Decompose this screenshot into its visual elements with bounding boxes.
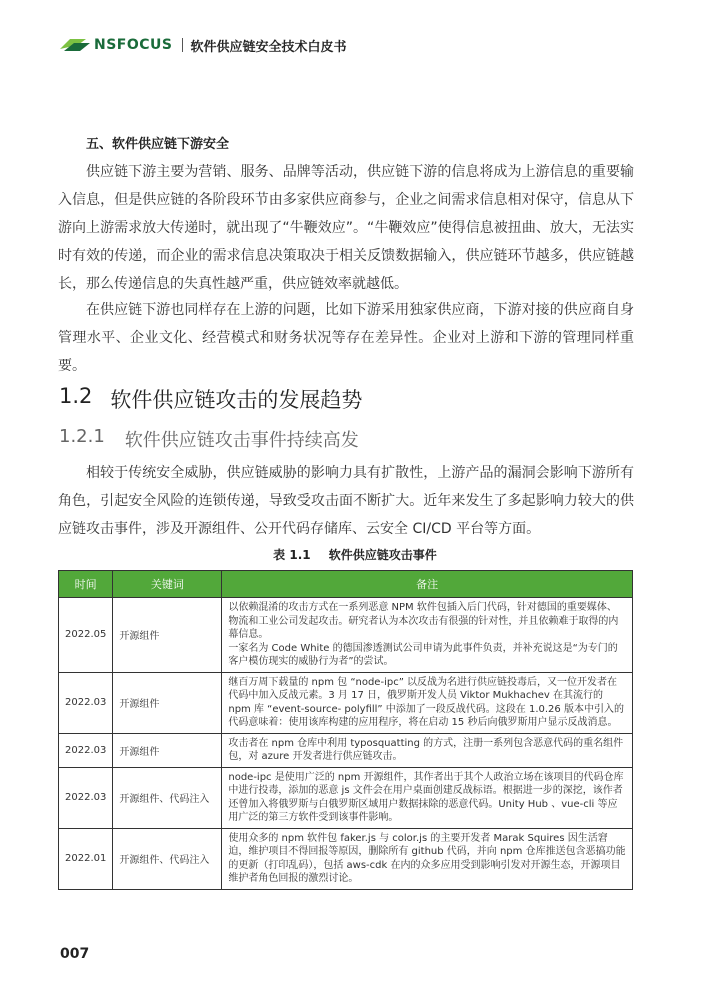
section-number: 1.2: [59, 384, 93, 408]
table-body: [59, 598, 633, 890]
table-row: [59, 598, 633, 673]
events-table: [58, 570, 633, 890]
subsection-number: 1.2.1: [59, 426, 105, 447]
page-number: 007: [60, 946, 90, 962]
page-header: [60, 34, 347, 56]
cell-keyword: 开源组件: [113, 672, 222, 733]
table-caption: [0, 546, 710, 563]
cell-note: [222, 828, 633, 889]
note-line: 攻击者在 npm 仓库中利用 typosquatting 的方式，注册一系列包含恶意代码的重名组件包，对 azure 开发者进行供应链攻击。: [228, 737, 624, 762]
cell-time: 2022.05: [59, 598, 113, 673]
cell-time: 2022.03: [59, 733, 113, 767]
paragraph-1: 供应链下游主要为营销、服务、品牌等活动，供应链下游的信息将成为上游信息的重要输入信息，但是供应链的各阶段环节由多家供应商参与，企业之间需求信息相对保守，信息从下游向上游需求放大传递时，就出现了“牛鞭效应”。“牛鞭效应”使得信息被扭曲、放大，无法实时有效的传递，而企业的需求信息决策取决于相关反馈数据输入，供应链环节越多，供应链越长，那么传递信息的失真性越严重，供应链效率就越低。: [58, 164, 634, 292]
table-caption-number: 表 1.1: [273, 548, 311, 562]
note-line: 以依赖混淆的攻击方式在一系列恶意 NPM 软件包插入后门代码，针对德国的重要媒体、物流和工业公司发起攻击。研究者认为本次攻击有很强的针对性，并且依赖难于取得的内幕信息。: [228, 602, 619, 640]
note-line: 使用众多的 npm 软件包 faker.js 与 color.js 的主要开发者 Marak Squires 因生活窘迫，维护项目不得回报等原因，删除所有 github 代码，并向 npm 仓库推送包含恶搞功能的更新（打印乱码），包括 aws-cdk 在内的众多应用受到影响引发对开源生态，开源项目维护者角色回报的激烈讨论。: [228, 832, 626, 884]
subsection-title-text: 软件供应链攻击事件持续高发: [124, 430, 359, 451]
cell-keyword: 开源组件: [113, 733, 222, 767]
note-line: 继百万周下载量的 npm 包 “node-ipc” 以反战为名进行供应链投毒后，又一位开发者在代码中加入反战元素。3 月 17 日，俄罗斯开发人员 Viktor Mukhachev 在其流行的 npm 库 “event-source- polyfill” 中添加了一段反战代码。这段在 1.0.26 版本中引入的代码意味着：使用该库构建的应用程序，将在启动 15 秒后向俄罗斯用户显示反战消息。: [228, 676, 624, 728]
table-header-row: [59, 571, 633, 598]
intro-paragraph: 相较于传统安全威胁，供应链威胁的影响力具有扩散性，上游产品的漏洞会影响下游所有角色，引起安全风险的连锁传递，导致受攻击面不断扩大。近年来发生了多起影响力较大的供应链攻击事件，涉及开源组件、公开代码存储库、云安全 CI/CD 平台等方面。: [58, 465, 634, 537]
section-title: [59, 384, 362, 414]
cell-keyword: 开源组件、代码注入: [113, 828, 222, 889]
cell-note: [222, 767, 633, 828]
cell-time: 2022.03: [59, 672, 113, 733]
table-caption-title: 软件供应链攻击事件: [328, 548, 437, 562]
cell-time: 2022.03: [59, 767, 113, 828]
cell-keyword: 开源组件: [113, 598, 222, 673]
nsfocus-logo-mark-icon: [60, 37, 90, 53]
section-title-text: 软件供应链攻击的发展趋势: [110, 388, 363, 412]
header-keyword: 关键词: [113, 571, 222, 598]
paragraph-2: 在供应链下游也同样存在上游的问题，比如下游采用独家供应商，下游对接的供应商自身管理水平、企业文化、经营模式和财务状况等存在差异性。企业对上游和下游的管理同样重要。: [58, 302, 634, 374]
cell-time: 2022.01: [59, 828, 113, 889]
table-row: [59, 733, 633, 767]
note-line: node-ipc 是使用广泛的 npm 开源组件，其作者出于其个人政治立场在该项目的代码仓库中进行投毒，添加的恶意 js 文件会在用户桌面创建反战标语。根据进一步的深挖，该作者还曾加入将俄罗斯与白俄罗斯区域用户数据抹除的恶意代码。Unity Hub 、vue-cli 等应用广泛的第三方软件受到该事件影响。: [228, 771, 624, 823]
table-row: [59, 767, 633, 828]
cell-note: [222, 598, 633, 673]
table-row: [59, 672, 633, 733]
note-line: 一家名为 Code White 的德国渗透测试公司申请为此事件负责，并补充说这是“为专门的客户模仿现实的威胁行为者”的尝试。: [228, 642, 618, 667]
subsection-title: [59, 426, 359, 452]
header-time: 时间: [59, 571, 113, 598]
table-row: [59, 828, 633, 889]
document-title: 软件供应链安全技术白皮书: [190, 39, 347, 55]
logo-text: NSFOCUS: [94, 37, 173, 53]
header-separator: [182, 38, 183, 52]
cell-keyword: 开源组件、代码注入: [113, 767, 222, 828]
section-heading: 五、软件供应链下游安全: [86, 137, 230, 152]
cell-note: [222, 733, 633, 767]
header-note: 备注: [222, 571, 633, 598]
nsfocus-logo: [60, 37, 173, 53]
cell-note: [222, 672, 633, 733]
